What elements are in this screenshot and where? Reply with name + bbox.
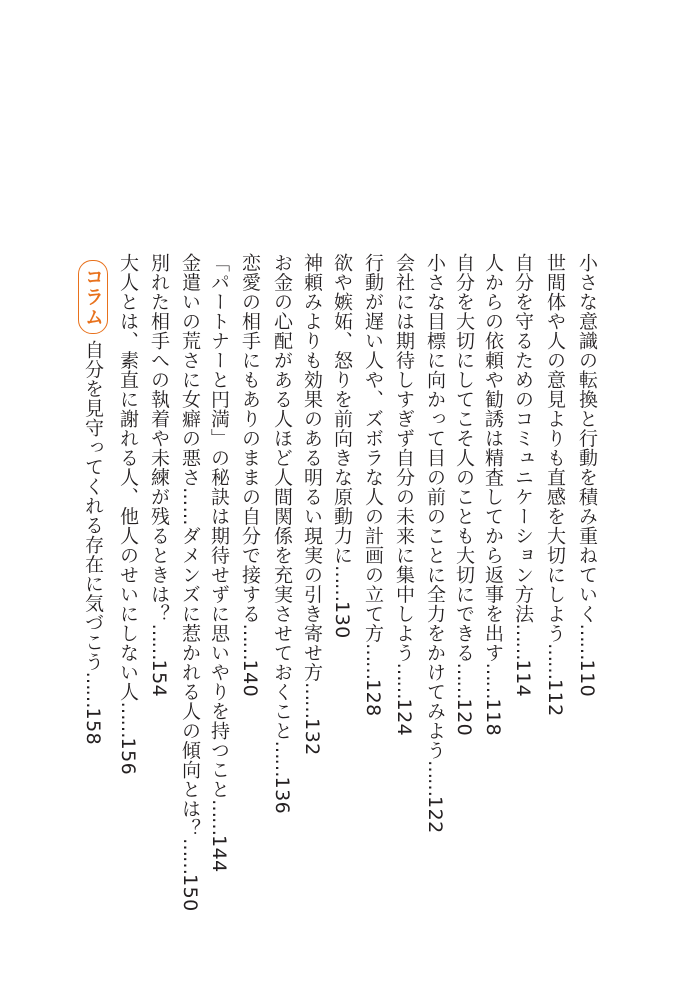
- toc-entry[interactable]: [205, 253, 233, 873]
- entry-title: 小さな意識の転換と行動を積み重ねていく: [576, 253, 598, 624]
- leader-dots: ……: [576, 623, 598, 660]
- leader-dots: ……: [482, 662, 504, 699]
- leader-dots: ……: [208, 799, 230, 835]
- leader-dots: ……: [453, 662, 475, 699]
- leader-dots: ……: [331, 565, 353, 601]
- entry-title: 世間体や人の意見よりも直感を大切にしよう: [544, 253, 566, 643]
- entry-title: 自分を守るためのコミュニケーション方法: [512, 253, 534, 624]
- toc-entry[interactable]: [298, 253, 326, 756]
- entry-title: 欲や嫉妬、怒りを前向きな原動力に: [331, 253, 353, 565]
- page-number: 128: [362, 679, 384, 717]
- leader-dots: ……: [362, 643, 384, 679]
- leader-dots: ……: [82, 671, 104, 708]
- page-number: 112: [544, 679, 566, 717]
- entry-title: 金遣いの荒さに女癖の悪さ……ダメンズに惹かれる人の傾向とは？: [179, 253, 201, 838]
- toc-entry[interactable]: [328, 253, 356, 639]
- page-number: 156: [117, 737, 139, 776]
- toc-entry[interactable]: [479, 253, 507, 736]
- toc-entry[interactable]: [450, 253, 478, 736]
- leader-dots: ……: [301, 682, 323, 718]
- entry-title: お金の心配がある人ほど人間関係を充実させておくこと: [271, 253, 293, 741]
- page-number: 158: [82, 707, 104, 746]
- toc-entry[interactable]: [145, 253, 173, 697]
- entry-title: 自分を大切にしてこそ人のことも大切にできる: [453, 253, 475, 663]
- entry-title: 神頼みよりも効果のある明るい現実の引き寄せ方: [301, 253, 323, 682]
- leader-dots: ……: [117, 701, 139, 738]
- page-number: 140: [239, 659, 261, 698]
- toc-entry[interactable]: [359, 253, 387, 717]
- entry-title: 自分を見守ってくれる存在に気づこう: [82, 340, 104, 672]
- leader-dots: ……: [393, 662, 415, 699]
- leader-dots: ……: [179, 838, 201, 874]
- toc-entry[interactable]: [268, 253, 296, 814]
- entry-title: 行動が遅い人や、ズボラな人の計画の立て方: [362, 253, 384, 643]
- page-number: 144: [208, 835, 230, 873]
- leader-dots: ……: [512, 623, 534, 660]
- toc-entry[interactable]: [236, 253, 264, 697]
- page-number: 130: [331, 601, 353, 639]
- leader-dots: ……: [544, 643, 566, 679]
- entry-title: 大人とは、素直に謝れる人、他人のせいにしない人: [117, 253, 139, 702]
- toc-entry[interactable]: [573, 253, 601, 697]
- toc-entry[interactable]: [114, 253, 142, 775]
- toc-entry[interactable]: [541, 253, 569, 717]
- toc-entry[interactable]: [176, 253, 204, 912]
- entry-title: 恋愛の相手にもありのままの自分で接する: [239, 253, 261, 624]
- page-number: 136: [271, 776, 293, 815]
- toc-entry[interactable]: [509, 253, 537, 697]
- entry-title: 別れた相手への執着や未練が残るときは？: [148, 253, 170, 624]
- page-number: 118: [482, 698, 504, 737]
- leader-dots: ……: [271, 740, 293, 777]
- page-number: 122: [424, 796, 446, 834]
- entry-title: 「パートナーと円満」の秘訣は期待せずに思いやりを持つこと: [208, 253, 230, 799]
- column-entry[interactable]: [80, 260, 108, 745]
- page-number: 120: [453, 698, 475, 737]
- entry-title: 人からの依頼や勧誘は精査してから返事を出す: [482, 253, 504, 663]
- page-number: 114: [512, 659, 534, 698]
- column-badge: コラム: [78, 260, 108, 334]
- leader-dots: ……: [239, 623, 261, 660]
- page-number: 150: [179, 874, 201, 912]
- entry-title: 小さな目標に向かって目の前のことに全力をかけてみよう: [424, 253, 446, 760]
- leader-dots: ……: [424, 760, 446, 796]
- entry-title: 会社には期待しすぎず自分の未来に集中しよう: [393, 253, 415, 663]
- page-number: 132: [301, 718, 323, 756]
- toc-entry[interactable]: [421, 253, 449, 834]
- toc-entry[interactable]: [390, 253, 418, 736]
- page-number: 124: [393, 698, 415, 737]
- page-number: 110: [576, 659, 598, 698]
- leader-dots: ……: [148, 623, 170, 660]
- page-number: 154: [148, 659, 170, 698]
